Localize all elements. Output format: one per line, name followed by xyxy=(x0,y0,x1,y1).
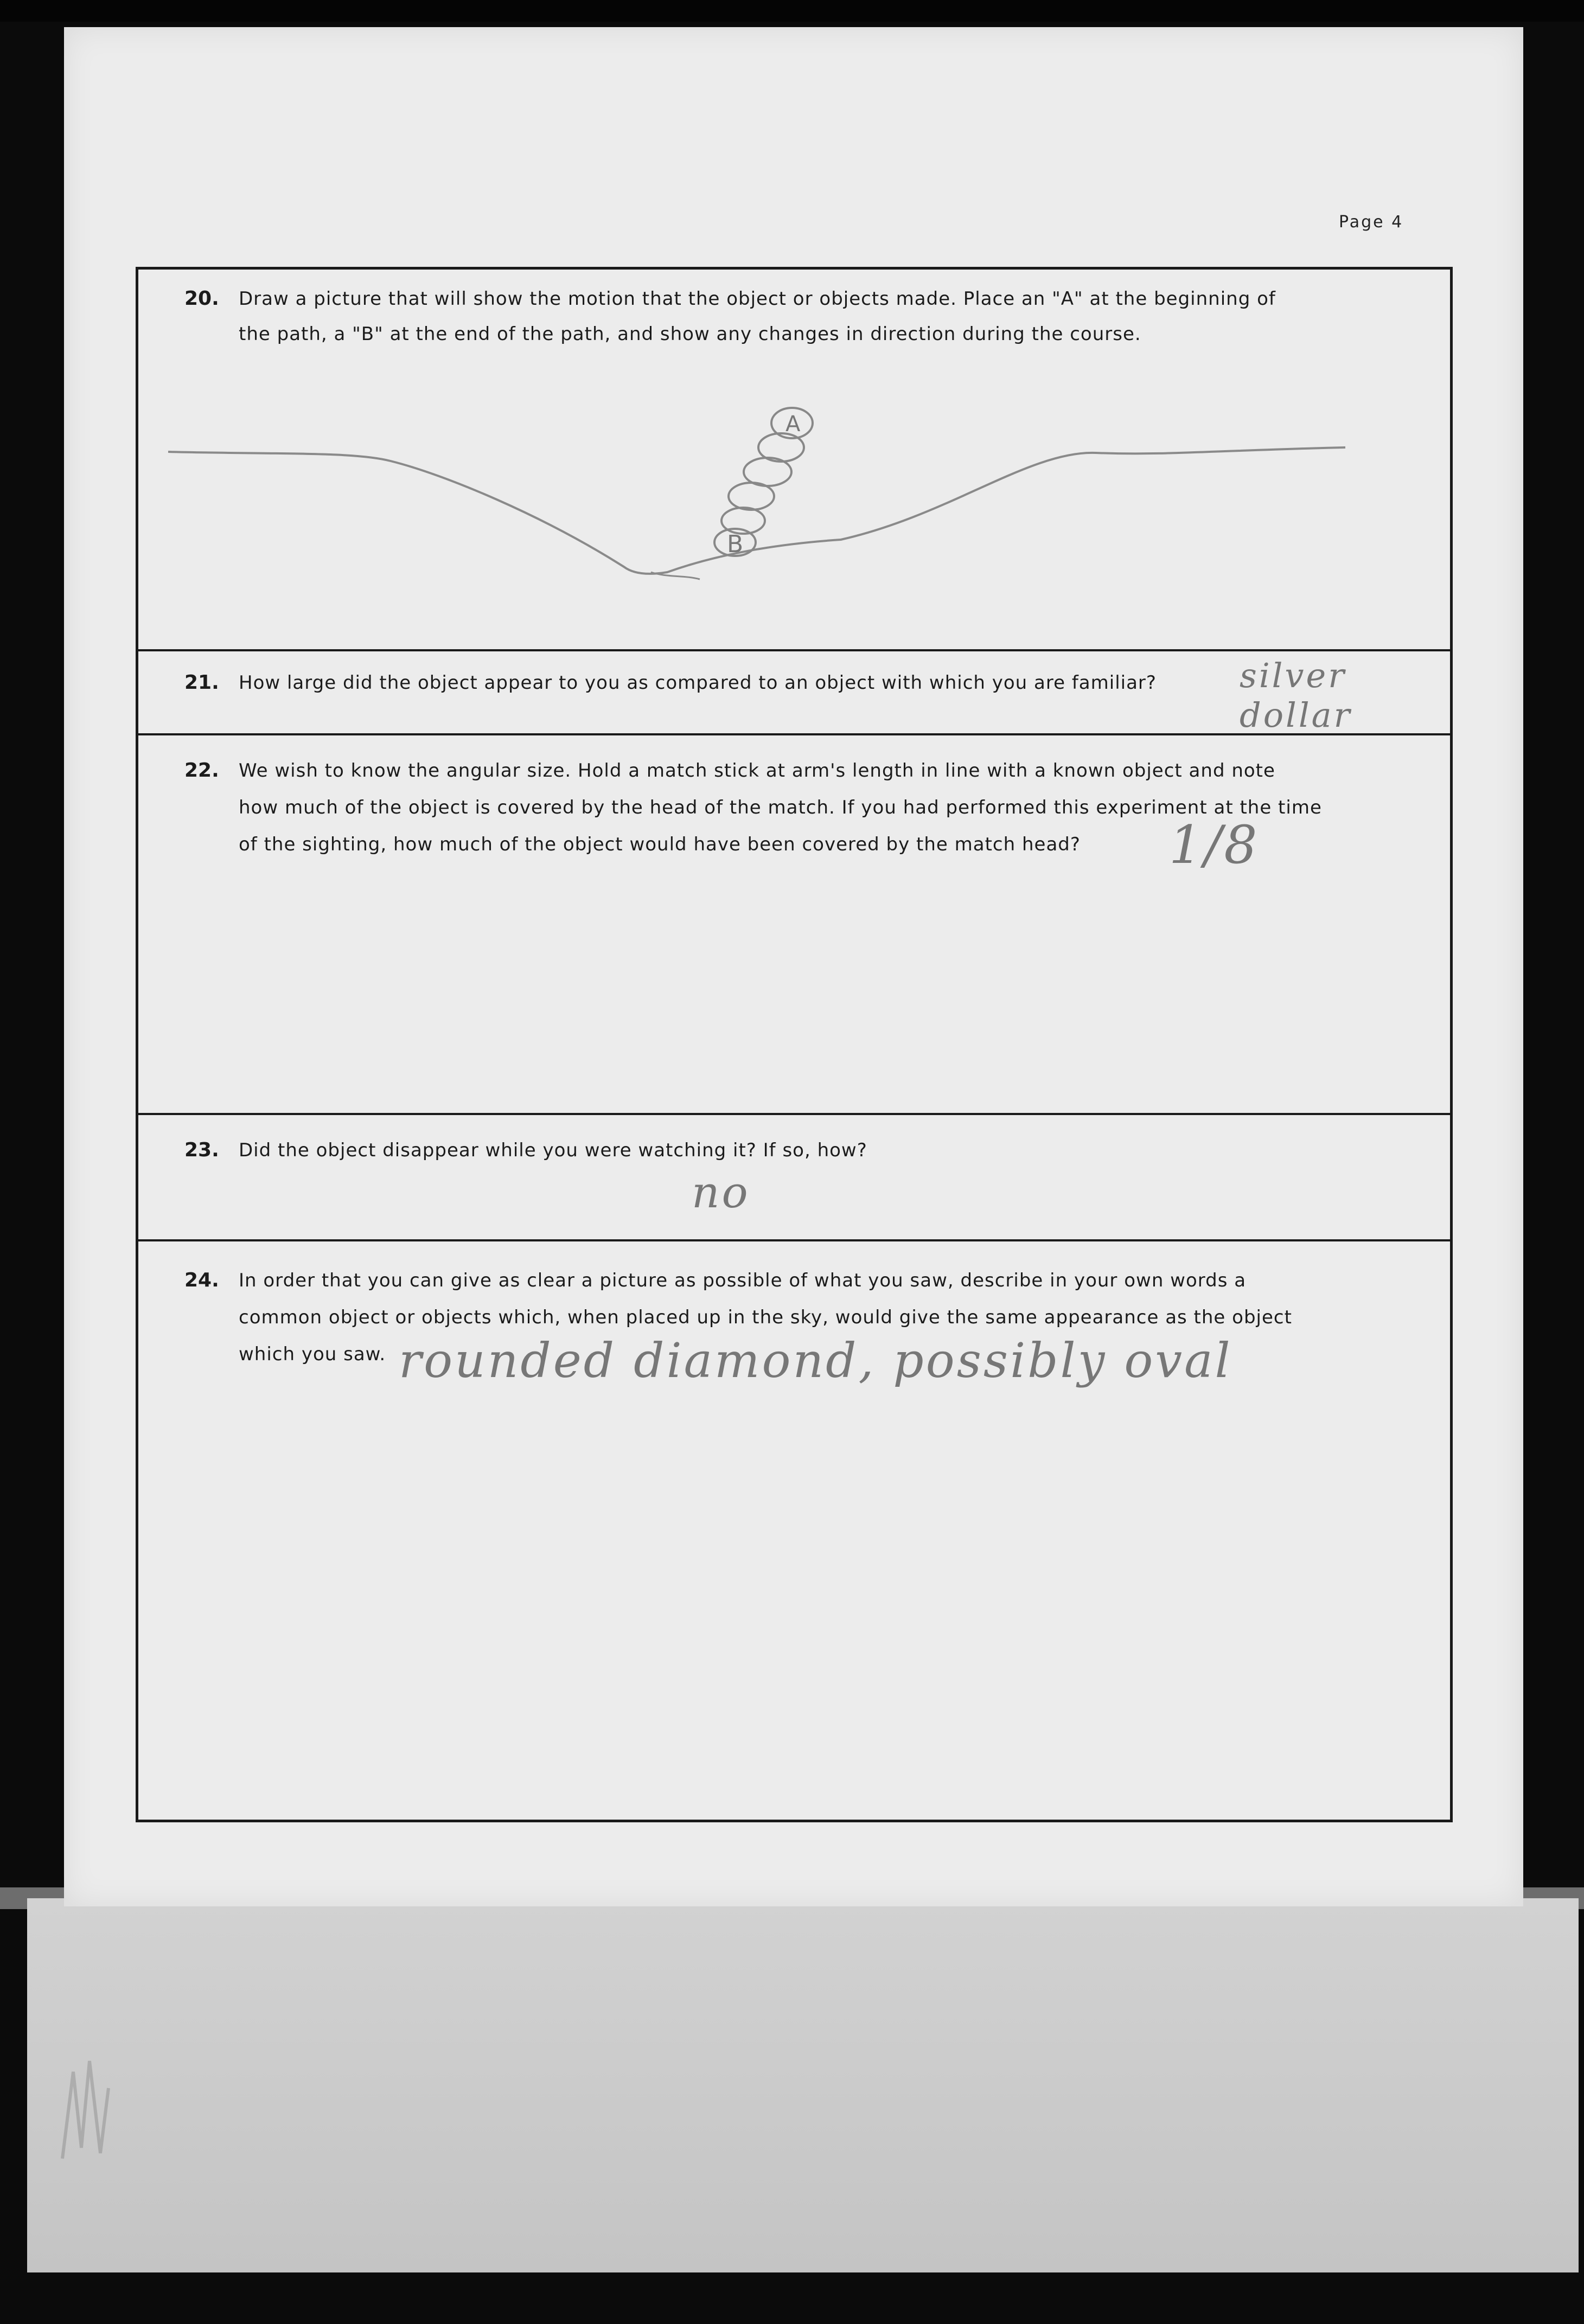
question-21-number: 21. xyxy=(184,671,219,694)
question-20-line-2: the path, a "B" at the end of the path, and show any changes in direction during the course. xyxy=(239,323,1141,345)
divider-20-21 xyxy=(138,649,1450,651)
divider-21-22 xyxy=(138,733,1450,735)
question-22-line-2: how much of the object is covered by the head of the match. If you had performed this experiment at the time xyxy=(239,797,1322,818)
question-24-line-1: In order that you can give as clear a picture as possible of what you saw, describe in your own words a xyxy=(239,1270,1247,1291)
question-23-text: Did the object disappear while you were watching it? If so, how? xyxy=(239,1139,867,1161)
question-22-line-1: We wish to know the angular size. Hold a match stick at arm's length in line with a known object and note xyxy=(239,760,1275,782)
question-24-number: 24. xyxy=(184,1269,219,1291)
motion-sketch xyxy=(163,380,1356,607)
question-20-number: 20. xyxy=(184,287,219,310)
question-24-line-2: common object or objects which, when placed up in the sky, would give the same appearance as the object xyxy=(239,1307,1292,1328)
question-22-number: 22. xyxy=(184,759,219,782)
page-number: Page 4 xyxy=(1339,213,1404,232)
question-20-line-1: Draw a picture that will show the motion that the object or objects made. Place an "A" at the beginning of xyxy=(239,288,1276,310)
question-24-answer: rounded diamond, possibly oval xyxy=(399,1333,1232,1388)
question-23-answer: no xyxy=(692,1167,750,1218)
question-22-line-3: of the sighting, how much of the object would have been covered by the match head? xyxy=(239,834,1081,855)
question-21-text: How large did the object appear to you as compared to an object with which you are familiar? xyxy=(239,672,1157,694)
question-21-answer: silver dollar xyxy=(1240,656,1352,735)
film-border-top xyxy=(0,0,1584,22)
label-a: A xyxy=(785,412,801,437)
lower-backing-sheet xyxy=(27,1898,1579,2272)
stray-scribble xyxy=(57,2039,117,2164)
divider-23-24 xyxy=(138,1239,1450,1241)
question-24-line-3: which you saw. xyxy=(239,1343,386,1365)
question-22-answer: 1/8 xyxy=(1169,815,1260,875)
divider-22-23 xyxy=(138,1113,1450,1115)
question-23-number: 23. xyxy=(184,1139,219,1161)
label-b: B xyxy=(727,530,744,558)
